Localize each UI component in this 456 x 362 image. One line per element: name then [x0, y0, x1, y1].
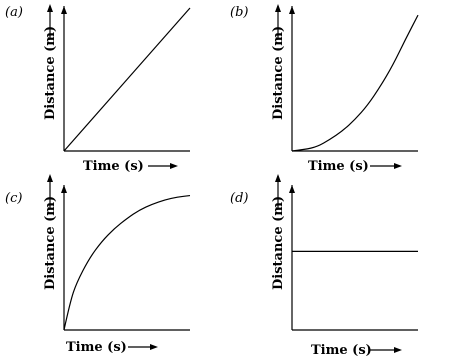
series-line — [64, 196, 190, 330]
panel-tag: (a) — [5, 5, 23, 20]
panel-tag: (b) — [230, 5, 249, 20]
y-axis-arrow — [289, 6, 295, 14]
panel-tag: (d) — [230, 191, 249, 206]
y-axis-arrow — [61, 6, 67, 14]
panel-tag: (c) — [5, 191, 23, 206]
chart-panel-c — [5, 174, 190, 355]
x-label-arrow-head — [150, 344, 158, 350]
x-axis-label: Time (s) — [66, 340, 127, 355]
x-axis-label: Time (s) — [83, 159, 144, 174]
x-label-arrow-head — [394, 163, 402, 169]
chart-panel-b — [230, 4, 418, 174]
x-label-arrow-head — [170, 163, 178, 169]
x-label-arrow-head — [394, 347, 402, 353]
y-label-arrow-head — [275, 174, 281, 182]
y-label-arrow-head — [275, 4, 281, 12]
y-axis-arrow — [289, 185, 295, 193]
x-axis-label: Time (s) — [308, 159, 369, 174]
y-axis-label: Distance (m) — [43, 25, 58, 120]
x-axis-label: Time (s) — [311, 343, 372, 358]
y-label-arrow-head — [47, 174, 53, 182]
chart-panel-a — [5, 4, 190, 174]
y-axis-label: Distance (m) — [271, 195, 286, 290]
y-axis-arrow — [61, 185, 67, 193]
y-axis-label: Distance (m) — [43, 195, 58, 290]
series-line — [64, 8, 190, 151]
series-line — [292, 15, 418, 151]
y-label-arrow-head — [47, 4, 53, 12]
y-axis-label: Distance (m) — [271, 25, 286, 120]
chart-panel-d — [230, 174, 418, 358]
